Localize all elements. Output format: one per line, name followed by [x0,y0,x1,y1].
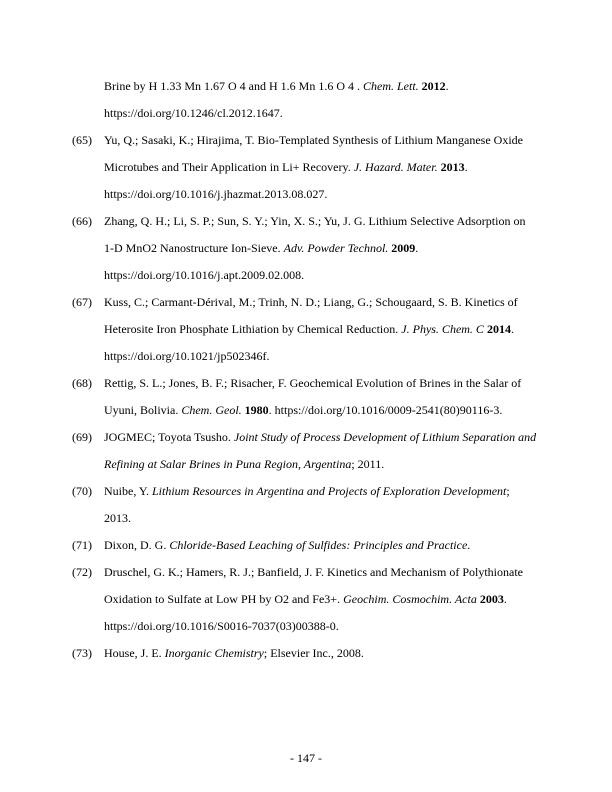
bold-year: 1980 [244,403,269,417]
text-run: 2013. [104,511,131,525]
italic-text: Inorganic Chemistry [164,646,264,660]
reference-line [104,160,468,174]
reference-line [104,511,131,525]
text-run: ; [506,484,510,498]
italic-text: Chloride-Based Leaching of Sulfides: Principles and Practice [169,538,468,552]
text-run: Rettig, S. L.; Jones, B. F.; Risacher, F. Geochemical Evolution of Brines in the Salar of [104,376,522,390]
text-run: ; Elsevier Inc., 2008. [263,646,364,660]
italic-text: Refining at Salar Brines in Puna Region, Argentina [104,457,352,471]
reference-number: (73) [72,646,92,660]
text-run: . [510,322,514,336]
bold-year: 2009 [391,241,416,255]
reference-number: (66) [72,214,92,228]
text-run: https://doi.org/10.1016/j.jhazmat.2013.08.027. [104,187,328,201]
reference-number: (67) [72,295,92,309]
text-run: . [464,160,468,174]
text-run: JOGMEC; Toyota Tsusho. [104,430,234,444]
reference-line [104,430,536,444]
reference-line [104,187,327,201]
bold-year: 2014 [486,322,511,336]
reference-line [104,538,470,552]
text-run: Oxidation to Sulfate at Low PH by O2 and Fe3+. [104,592,344,606]
text-run: Dixon, D. G. [104,538,170,552]
text-run: https://doi.org/10.1016/S0016-7037(03)00388-0. [104,619,339,633]
reference-line [104,133,523,147]
text-run: . [415,241,419,255]
italic-text: Chem. Geol. [181,403,242,417]
text-run: . https://doi.org/10.1016/0009-2541(80)90116-3. [268,403,503,417]
reference-line [104,214,525,228]
text-run: https://doi.org/10.1016/j.apt.2009.02.008. [104,268,305,282]
reference-number: (72) [72,565,92,579]
reference-line [104,619,339,633]
text-run: . [445,79,449,93]
italic-text: J. Hazard. Mater. [353,160,438,174]
reference-line [104,403,502,417]
bold-year: 2012 [421,79,446,93]
italic-text: J. Phys. Chem. C [401,322,484,336]
text-run: Heterosite Iron Phosphate Lithiation by Chemical Reduction. [104,322,402,336]
reference-line [104,457,384,471]
reference-number: (68) [72,376,92,390]
reference-number: (70) [72,484,92,498]
italic-text: Chem. Lett. [363,79,419,93]
text-run: Kuss, C.; Carmant-Dérival, M.; Trinh, N. D.; Liang, G.; Schougaard, S. B. Kinetics of [104,295,518,309]
reference-line [104,268,304,282]
text-run: Yu, Q.; Sasaki, K.; Hirajima, T. Bio-Templated Synthesis of Lithium Manganese Oxide [104,133,523,147]
reference-line [104,565,523,579]
text-run: House, J. E. [104,646,165,660]
italic-text: Geochim. Cosmochim. Acta [343,592,477,606]
reference-line [104,106,283,120]
reference-line [104,322,514,336]
text-run: ; 2011. [351,457,385,471]
bold-year: 2013 [440,160,465,174]
reference-number: (71) [72,538,92,552]
reference-line [104,295,518,309]
italic-text: Lithium Resources in Argentina and Projects of Exploration Development [152,484,507,498]
page-number: - 147 - [290,751,322,765]
text-run: Nuibe, Y. [104,484,152,498]
reference-line [104,592,507,606]
reference-line [104,79,449,93]
reference-line [104,484,510,498]
text-run: Uyuni, Bolivia. [104,403,182,417]
text-run: . [467,538,471,552]
reference-number: (65) [72,133,92,147]
text-run: https://doi.org/10.1246/cl.2012.1647. [104,106,283,120]
text-run: 1-D MnO2 Nanostructure Ion-Sieve. [104,241,284,255]
reference-line [104,349,269,363]
italic-text: Joint Study of Process Development of Lithium Separation and [233,430,537,444]
text-run: Druschel, G. K.; Hamers, R. J.; Banfield, J. F. Kinetics and Mechanism of Polythionate [104,565,523,579]
text-run: . [503,592,507,606]
reference-line [104,376,521,390]
reference-line [104,646,364,660]
reference-number: (69) [72,430,92,444]
reference-line [104,241,418,255]
text-run: https://doi.org/10.1021/jp502346f. [104,349,270,363]
bold-year: 2003 [479,592,504,606]
text-run: Brine by H 1.33 Mn 1.67 O 4 and H 1.6 Mn 1.6 O 4 . [104,79,363,93]
italic-text: Adv. Powder Technol. [283,241,389,255]
text-run: Microtubes and Their Application in Li+ Recovery. [104,160,354,174]
text-run: Zhang, Q. H.; Li, S. P.; Sun, S. Y.; Yin, X. S.; Yu, J. G. Lithium Selective Adsorption on [104,214,526,228]
